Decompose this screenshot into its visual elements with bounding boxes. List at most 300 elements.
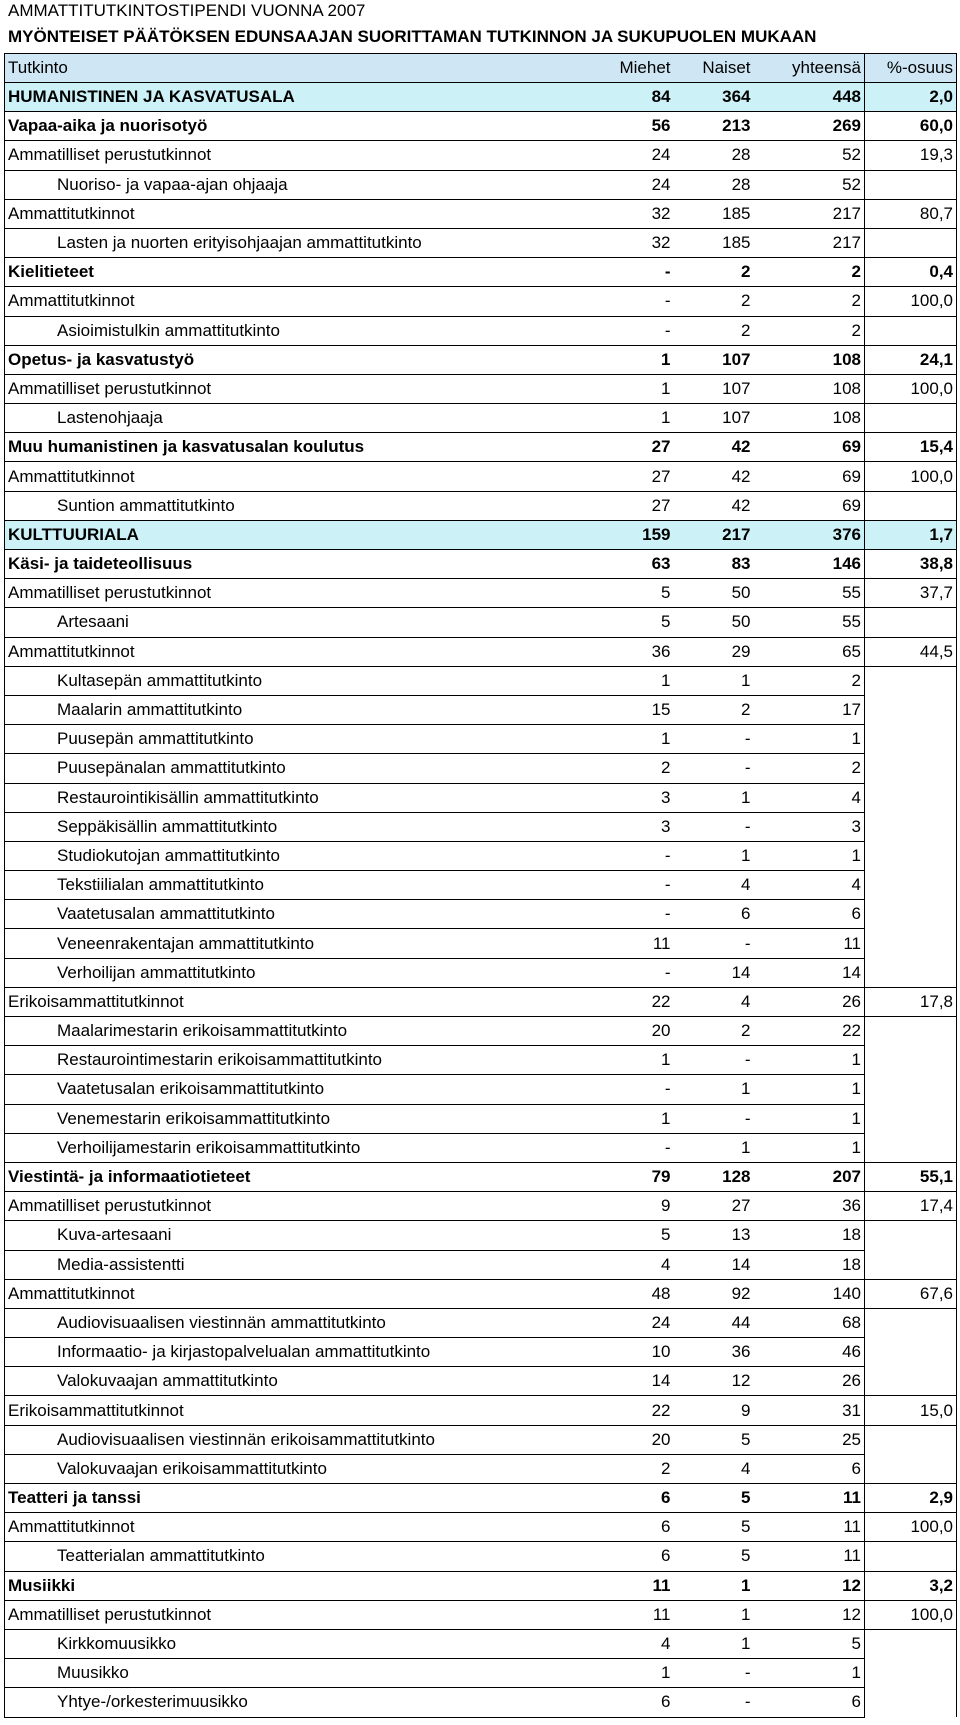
cell-osuus [865,1629,957,1658]
cell-osuus: 100,0 [865,374,957,403]
cell-miehet: 11 [590,1600,674,1629]
cell-osuus [865,608,957,637]
table-row [5,228,957,257]
cell-naiset: 185 [674,199,754,228]
cell-naiset: 5 [674,1542,754,1571]
cell-yhteensa: 26 [754,1367,865,1396]
cell-yhteensa: 448 [754,83,865,112]
cell-yhteensa: 1 [754,1659,865,1688]
cell-miehet: 20 [590,1425,674,1454]
cell-miehet: 4 [590,1250,674,1279]
cell-osuus: 100,0 [865,462,957,491]
cell-tutkinto: Tekstiilialan ammattitutkinto [5,871,590,900]
table-row [5,170,957,199]
table-row [5,462,957,491]
cell-tutkinto: Kirkkomuusikko [5,1629,590,1658]
cell-miehet: 84 [590,83,674,112]
cell-yhteensa: 26 [754,987,865,1016]
cell-osuus: 67,6 [865,1279,957,1308]
cell-tutkinto: Media-assistentti [5,1250,590,1279]
table-row [5,1046,957,1075]
cell-naiset: 1 [674,841,754,870]
cell-miehet: 10 [590,1338,674,1367]
cell-miehet: 22 [590,987,674,1016]
cell-miehet: - [590,258,674,287]
statistics-table [4,53,957,1718]
cell-osuus [865,1017,957,1046]
cell-tutkinto: Muu humanistinen ja kasvatusalan koulutus [5,433,590,462]
cell-miehet: 9 [590,1192,674,1221]
cell-osuus [865,1104,957,1133]
table-row [5,1600,957,1629]
cell-yhteensa: 14 [754,958,865,987]
cell-miehet: 1 [590,1104,674,1133]
table-row [5,1396,957,1425]
cell-yhteensa: 36 [754,1192,865,1221]
cell-yhteensa: 5 [754,1629,865,1658]
cell-osuus: 60,0 [865,112,957,141]
cell-miehet: - [590,871,674,900]
table-row [5,987,957,1016]
cell-osuus [865,491,957,520]
cell-tutkinto: Suntion ammattitutkinto [5,491,590,520]
cell-naiset: 5 [674,1484,754,1513]
table-row [5,666,957,695]
cell-yhteensa: 376 [754,520,865,549]
table-row [5,112,957,141]
cell-yhteensa: 46 [754,1338,865,1367]
table-row [5,491,957,520]
cell-miehet: 24 [590,141,674,170]
cell-osuus [865,666,957,695]
table-row [5,1250,957,1279]
table-row [5,1629,957,1658]
cell-osuus [865,1075,957,1104]
cell-miehet: 32 [590,228,674,257]
cell-osuus [865,1454,957,1483]
cell-yhteensa: 2 [754,666,865,695]
cell-yhteensa: 3 [754,812,865,841]
cell-miehet: 48 [590,1279,674,1308]
cell-yhteensa: 18 [754,1221,865,1250]
cell-miehet: 22 [590,1396,674,1425]
cell-tutkinto: Restaurointikisällin ammattitutkinto [5,783,590,812]
cell-tutkinto: Audiovisuaalisen viestinnän erikoisammattitutkinto [5,1425,590,1454]
cell-yhteensa: 11 [754,1513,865,1542]
table-row [5,374,957,403]
cell-tutkinto: Verhoilijan ammattitutkinto [5,958,590,987]
cell-osuus [865,1308,957,1337]
cell-osuus [865,841,957,870]
cell-yhteensa: 25 [754,1425,865,1454]
cell-tutkinto: Yhtye-/orkesterimuusikko [5,1688,590,1717]
cell-tutkinto: Seppäkisällin ammattitutkinto [5,812,590,841]
cell-miehet: 24 [590,1308,674,1337]
cell-naiset: 4 [674,1454,754,1483]
cell-naiset: 44 [674,1308,754,1337]
cell-yhteensa: 269 [754,112,865,141]
table-row [5,258,957,287]
cell-yhteensa: 12 [754,1600,865,1629]
cell-tutkinto: Artesaani [5,608,590,637]
table-row [5,579,957,608]
cell-naiset: 27 [674,1192,754,1221]
cell-tutkinto: Lastenohjaaja [5,404,590,433]
cell-naiset: 107 [674,345,754,374]
table-row [5,900,957,929]
cell-naiset: 50 [674,579,754,608]
cell-osuus: 15,4 [865,433,957,462]
cell-yhteensa: 6 [754,1454,865,1483]
cell-naiset: 2 [674,258,754,287]
cell-osuus [865,228,957,257]
document-title: AMMATTITUTKINTOSTIPENDI VUONNA 2007 [8,1,366,20]
table-row [5,1425,957,1454]
column-header-tutkinto: Tutkinto [5,54,590,83]
cell-yhteensa: 108 [754,404,865,433]
cell-naiset: 4 [674,871,754,900]
cell-osuus [865,404,957,433]
cell-naiset: - [674,929,754,958]
table-row [5,1659,957,1688]
cell-osuus [865,695,957,724]
cell-naiset: 42 [674,433,754,462]
cell-naiset: 4 [674,987,754,1016]
cell-miehet: 1 [590,374,674,403]
cell-naiset: - [674,1688,754,1717]
cell-yhteensa: 2 [754,258,865,287]
cell-yhteensa: 6 [754,1688,865,1717]
cell-osuus [865,900,957,929]
cell-tutkinto: Venemestarin erikoisammattitutkinto [5,1104,590,1133]
cell-osuus [865,725,957,754]
cell-yhteensa: 11 [754,929,865,958]
cell-yhteensa: 2 [754,287,865,316]
cell-miehet: 36 [590,637,674,666]
cell-osuus [865,754,957,783]
cell-tutkinto: Kielitieteet [5,258,590,287]
cell-naiset: 107 [674,404,754,433]
cell-osuus: 44,5 [865,637,957,666]
table-row [5,958,957,987]
cell-yhteensa: 52 [754,170,865,199]
cell-miehet: 14 [590,1367,674,1396]
cell-osuus [865,783,957,812]
cell-naiset: 12 [674,1367,754,1396]
cell-osuus [865,958,957,987]
cell-miehet: 27 [590,462,674,491]
cell-miehet: 63 [590,550,674,579]
cell-osuus: 55,1 [865,1162,957,1191]
cell-miehet: 27 [590,433,674,462]
cell-naiset: - [674,1104,754,1133]
table-row [5,199,957,228]
table-row [5,1454,957,1483]
cell-tutkinto: Nuoriso- ja vapaa-ajan ohjaaja [5,170,590,199]
cell-yhteensa: 18 [754,1250,865,1279]
cell-tutkinto: Kultasepän ammattitutkinto [5,666,590,695]
cell-osuus: 100,0 [865,1600,957,1629]
cell-miehet: 11 [590,929,674,958]
cell-naiset: 2 [674,695,754,724]
cell-tutkinto: Vaatetusalan erikoisammattitutkinto [5,1075,590,1104]
table-row [5,725,957,754]
cell-yhteensa: 11 [754,1484,865,1513]
cell-tutkinto: Ammattitutkinnot [5,637,590,666]
cell-tutkinto: Ammatilliset perustutkinnot [5,1192,590,1221]
cell-naiset: 1 [674,1133,754,1162]
table-row [5,695,957,724]
cell-miehet: 1 [590,725,674,754]
cell-naiset: 5 [674,1425,754,1454]
table-row [5,1192,957,1221]
cell-naiset: 213 [674,112,754,141]
table-row [5,1075,957,1104]
table-row [5,1571,957,1600]
cell-miehet: 6 [590,1513,674,1542]
cell-yhteensa: 1 [754,1104,865,1133]
cell-miehet: 32 [590,199,674,228]
cell-miehet: - [590,900,674,929]
cell-osuus [865,170,957,199]
column-header-osuus: %-osuus [865,54,957,83]
cell-osuus [865,929,957,958]
cell-tutkinto: Lasten ja nuorten erityisohjaajan ammattitutkinto [5,228,590,257]
cell-naiset: 14 [674,1250,754,1279]
cell-tutkinto: Valokuvaajan ammattitutkinto [5,1367,590,1396]
table-row [5,812,957,841]
cell-naiset: 42 [674,491,754,520]
cell-tutkinto: Ammattitutkinnot [5,199,590,228]
column-header-naiset: Naiset [674,54,754,83]
cell-tutkinto: Ammattitutkinnot [5,1513,590,1542]
cell-yhteensa: 140 [754,1279,865,1308]
cell-tutkinto: KULTTUURIALA [5,520,590,549]
cell-tutkinto: Studiokutojan ammattitutkinto [5,841,590,870]
cell-yhteensa: 68 [754,1308,865,1337]
cell-naiset: 1 [674,783,754,812]
cell-yhteensa: 4 [754,783,865,812]
cell-naiset: 107 [674,374,754,403]
cell-yhteensa: 11 [754,1542,865,1571]
cell-yhteensa: 69 [754,433,865,462]
cell-tutkinto: Teatterialan ammattitutkinto [5,1542,590,1571]
table-row [5,433,957,462]
cell-osuus: 0,4 [865,258,957,287]
cell-tutkinto: Maalarimestarin erikoisammattitutkinto [5,1017,590,1046]
cell-osuus [865,871,957,900]
cell-naiset: - [674,812,754,841]
cell-miehet: 3 [590,812,674,841]
cell-osuus: 1,7 [865,520,957,549]
cell-yhteensa: 146 [754,550,865,579]
cell-miehet: 4 [590,1629,674,1658]
cell-miehet: 6 [590,1542,674,1571]
table-row [5,1221,957,1250]
cell-miehet: 5 [590,608,674,637]
cell-yhteensa: 22 [754,1017,865,1046]
table-row [5,287,957,316]
cell-naiset: 28 [674,141,754,170]
cell-miehet: 1 [590,345,674,374]
cell-yhteensa: 2 [754,754,865,783]
cell-naiset: 217 [674,520,754,549]
table-row [5,754,957,783]
table-row [5,345,957,374]
cell-miehet: 79 [590,1162,674,1191]
cell-miehet: 1 [590,666,674,695]
cell-osuus: 15,0 [865,1396,957,1425]
table-body [5,54,957,1718]
cell-tutkinto: Restaurointimestarin erikoisammattitutkinto [5,1046,590,1075]
cell-osuus [865,1338,957,1367]
cell-naiset: 185 [674,228,754,257]
cell-naiset: - [674,1659,754,1688]
table-row [5,929,957,958]
cell-miehet: 11 [590,1571,674,1600]
cell-tutkinto: Käsi- ja taideteollisuus [5,550,590,579]
cell-miehet: 27 [590,491,674,520]
column-header-yhteensa: yhteensä [754,54,865,83]
cell-osuus: 80,7 [865,199,957,228]
cell-osuus [865,316,957,345]
cell-tutkinto: Puusepänalan ammattitutkinto [5,754,590,783]
cell-yhteensa: 217 [754,228,865,257]
cell-naiset: 14 [674,958,754,987]
cell-tutkinto: Ammatilliset perustutkinnot [5,579,590,608]
cell-osuus [865,1688,957,1717]
cell-miehet: 1 [590,404,674,433]
cell-tutkinto: Puusepän ammattitutkinto [5,725,590,754]
cell-osuus [865,1659,957,1688]
table-row [5,520,957,549]
cell-tutkinto: Asioimistulkin ammattitutkinto [5,316,590,345]
cell-yhteensa: 12 [754,1571,865,1600]
cell-tutkinto: Erikoisammattitutkinnot [5,987,590,1016]
table-row [5,841,957,870]
cell-osuus: 37,7 [865,579,957,608]
cell-yhteensa: 1 [754,725,865,754]
cell-miehet: 2 [590,1454,674,1483]
cell-osuus: 17,4 [865,1192,957,1221]
cell-yhteensa: 2 [754,316,865,345]
cell-yhteensa: 1 [754,841,865,870]
table-row [5,1513,957,1542]
cell-tutkinto: Kuva-artesaani [5,1221,590,1250]
cell-yhteensa: 55 [754,608,865,637]
cell-miehet: 1 [590,1659,674,1688]
cell-miehet: 159 [590,520,674,549]
cell-miehet: 3 [590,783,674,812]
cell-yhteensa: 4 [754,871,865,900]
cell-tutkinto: Ammattitutkinnot [5,287,590,316]
cell-osuus [865,1046,957,1075]
cell-tutkinto: Ammatilliset perustutkinnot [5,141,590,170]
table-row [5,316,957,345]
table-row [5,141,957,170]
cell-miehet: 56 [590,112,674,141]
cell-naiset: 42 [674,462,754,491]
cell-miehet: - [590,287,674,316]
cell-yhteensa: 69 [754,491,865,520]
cell-naiset: 6 [674,900,754,929]
cell-osuus [865,1367,957,1396]
cell-tutkinto: Veneenrakentajan ammattitutkinto [5,929,590,958]
table-row [5,1017,957,1046]
cell-osuus: 19,3 [865,141,957,170]
cell-yhteensa: 65 [754,637,865,666]
cell-miehet: - [590,958,674,987]
cell-osuus: 38,8 [865,550,957,579]
cell-tutkinto: Opetus- ja kasvatustyö [5,345,590,374]
cell-osuus [865,1542,957,1571]
cell-osuus [865,1221,957,1250]
cell-yhteensa: 55 [754,579,865,608]
cell-osuus [865,1250,957,1279]
cell-miehet: 1 [590,1046,674,1075]
cell-naiset: 364 [674,83,754,112]
cell-miehet: 6 [590,1688,674,1717]
table-row [5,1162,957,1191]
cell-naiset: 13 [674,1221,754,1250]
cell-yhteensa: 1 [754,1046,865,1075]
cell-naiset: 28 [674,170,754,199]
cell-tutkinto: Informaatio- ja kirjastopalvelualan ammattitutkinto [5,1338,590,1367]
table-row [5,83,957,112]
cell-yhteensa: 108 [754,374,865,403]
table-row [5,783,957,812]
table-row [5,1308,957,1337]
cell-tutkinto: Musiikki [5,1571,590,1600]
cell-tutkinto: Erikoisammattitutkinnot [5,1396,590,1425]
cell-yhteensa: 108 [754,345,865,374]
cell-miehet: 5 [590,1221,674,1250]
cell-naiset: 1 [674,666,754,695]
table-row [5,1104,957,1133]
cell-yhteensa: 207 [754,1162,865,1191]
cell-tutkinto: Vaatetusalan ammattitutkinto [5,900,590,929]
cell-osuus [865,812,957,841]
cell-osuus [865,1425,957,1454]
table-header-row [5,54,957,83]
cell-naiset: 50 [674,608,754,637]
table-row [5,404,957,433]
cell-miehet: - [590,1133,674,1162]
cell-tutkinto: Ammattitutkinnot [5,1279,590,1308]
cell-naiset: 2 [674,1017,754,1046]
cell-tutkinto: HUMANISTINEN JA KASVATUSALA [5,83,590,112]
cell-yhteensa: 217 [754,199,865,228]
table-row [5,1688,957,1717]
cell-naiset: 83 [674,550,754,579]
table-row [5,608,957,637]
cell-tutkinto: Maalarin ammattitutkinto [5,695,590,724]
cell-miehet: 20 [590,1017,674,1046]
cell-naiset: 5 [674,1513,754,1542]
cell-yhteensa: 31 [754,1396,865,1425]
table-row [5,1367,957,1396]
cell-tutkinto: Ammatilliset perustutkinnot [5,1600,590,1629]
cell-tutkinto: Ammattitutkinnot [5,462,590,491]
cell-yhteensa: 17 [754,695,865,724]
cell-tutkinto: Viestintä- ja informaatiotieteet [5,1162,590,1191]
column-header-miehet: Miehet [590,54,674,83]
cell-tutkinto: Valokuvaajan erikoisammattitutkinto [5,1454,590,1483]
cell-naiset: 1 [674,1600,754,1629]
cell-miehet: - [590,316,674,345]
cell-osuus: 100,0 [865,287,957,316]
cell-naiset: - [674,1046,754,1075]
